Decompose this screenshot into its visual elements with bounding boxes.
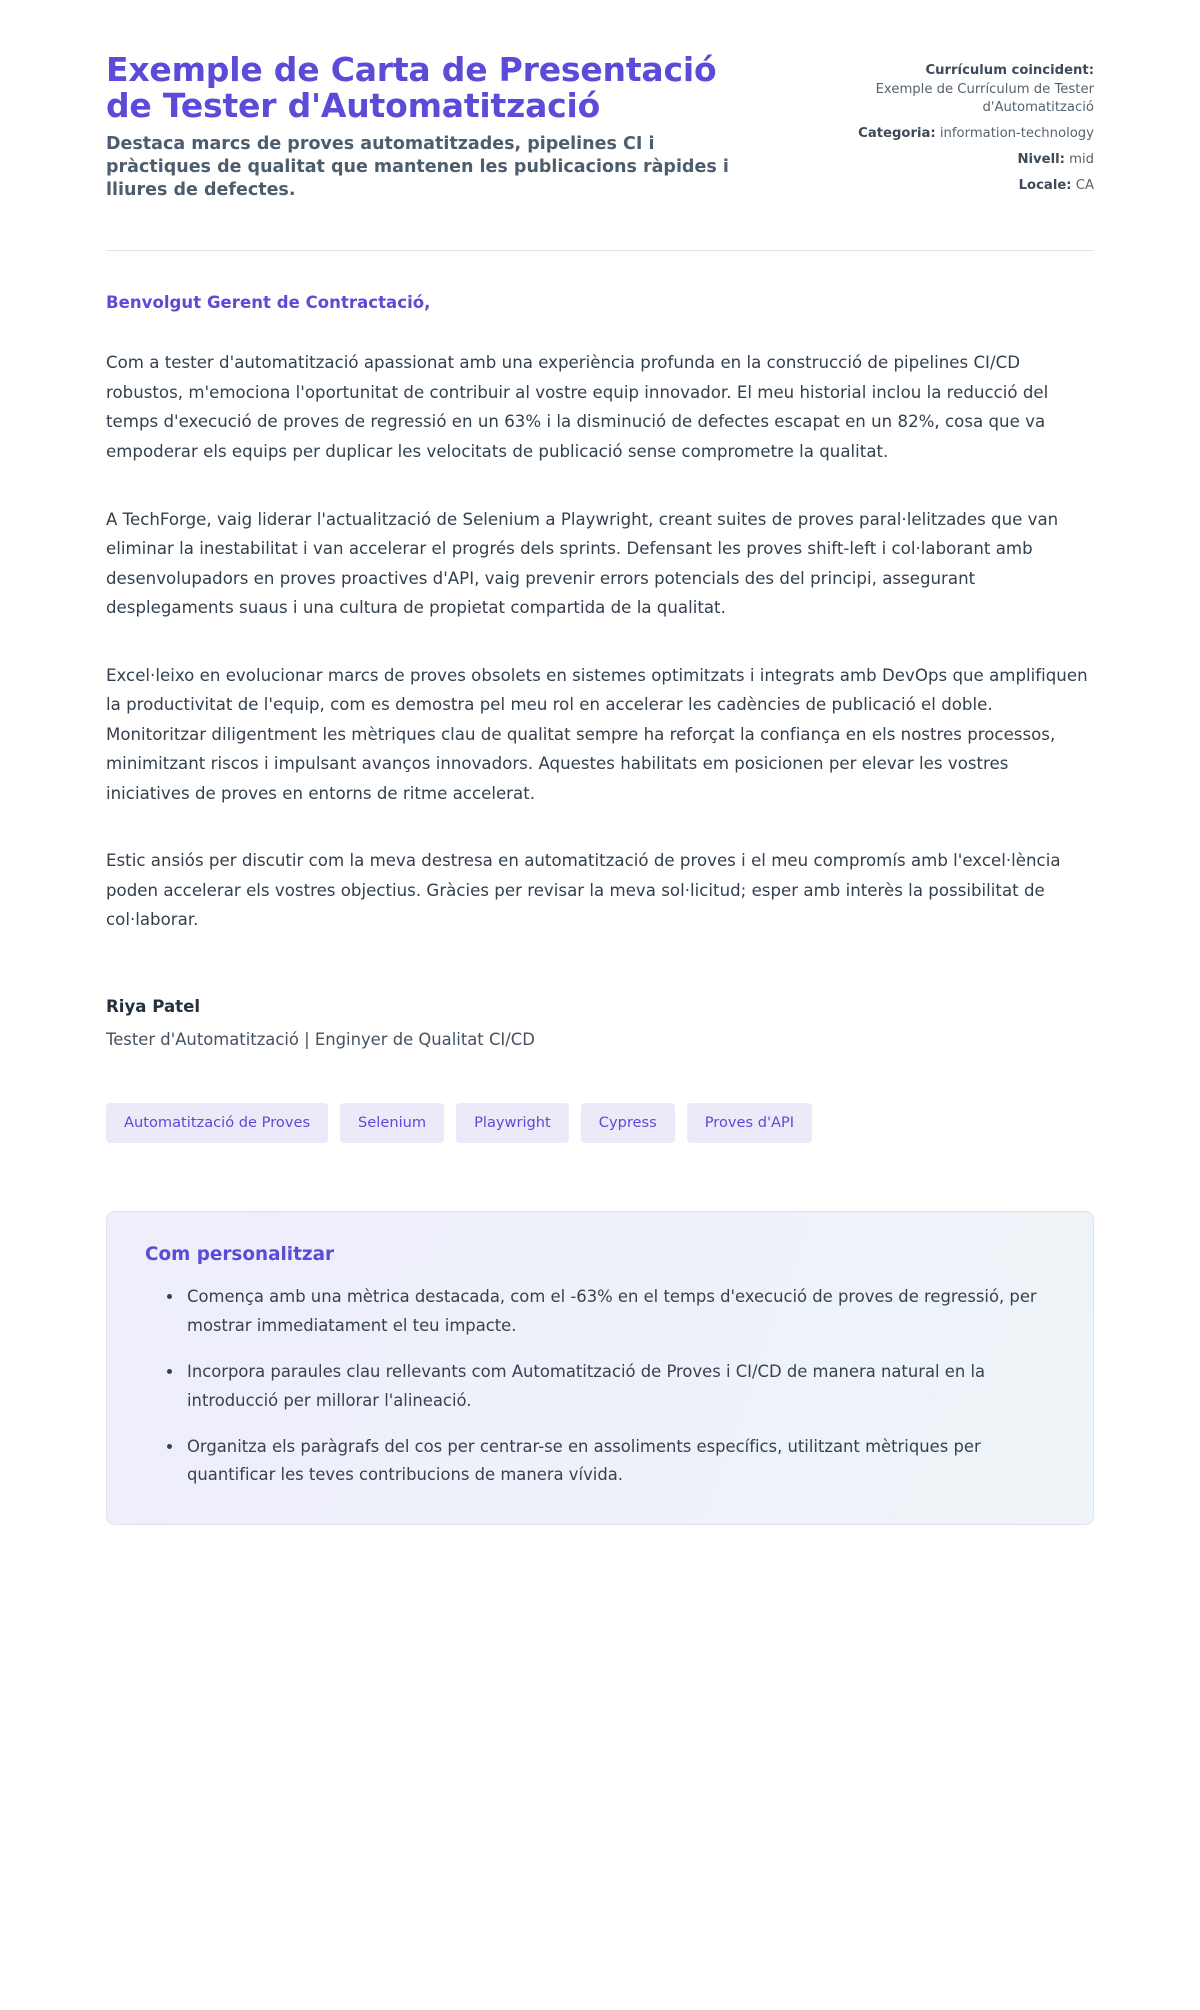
callout-tip-item: Incorpora paraules clau rellevants com Automatització de Proves i CI/CD de manera natural en la introducció per millorar l'alineació. [167, 1358, 1055, 1415]
meta-matching-resume-value: Exemple de Currículum de Tester d'Automatització [875, 81, 1094, 116]
skill-tag[interactable]: Playwright [456, 1103, 569, 1144]
skill-tag[interactable]: Selenium [340, 1103, 444, 1144]
meta-category [854, 125, 1094, 144]
meta-category-label: Categoria: [858, 126, 936, 142]
meta-locale-value: CA [1075, 177, 1094, 193]
letter-paragraph: Excel·leixo en evolucionar marcs de proves obsolets en sistemes optimitzats i integrats amb DevOps que amplifiquen la productivitat de l'equip, com es demostra pel meu rol en accelerar les cadències de publicació el doble. Monitoritzar diligentment les mètriques clau de qualitat sempre ha reforçat la confiança en els nostres processos, minimitzant riscos i impulsant avanços innovadors. Aquestes habilitats em posicionen per elevar les vostres iniciatives de proves en entorns de ritme accelerat. [106, 665, 1088, 803]
callout-tip-list [145, 1283, 1055, 1489]
skill-tag[interactable]: Automatització de Proves [106, 1103, 328, 1144]
skill-tag-list [106, 1103, 1094, 1144]
callout-tip-item: Organitza els paràgrafs del cos per centrar-se en assoliments específics, utilitzant mètriques per quantificar les teves contribucions de manera vívida. [167, 1433, 1055, 1490]
signature-block [106, 997, 1094, 1049]
page-title: Exemple de Carta de Presentació de Tester d'Automatització [106, 50, 717, 126]
signature-name: Riya Patel [106, 996, 201, 1016]
callout-title: Com personalitzar [145, 1244, 335, 1266]
meta-matching-resume-label: Currículum coincident: [925, 63, 1094, 78]
meta-category-value: information-technology [939, 126, 1094, 142]
header-text-group [106, 52, 761, 202]
letter-salutation: Benvolgut Gerent de Contractació, [106, 293, 431, 313]
letter-paragraph: Com a tester d'automatització apassionat amb una experiència profunda en la construcció de pipelines CI/CD robustos, m'emociona l'oportunitat de contribuir al vostre equip innovador. El meu historial inclou la reducció del temps d'execució de proves de regressió en un 63% i la disminució de defectes escapat en un 82%, cosa que va empoderar els equips per duplicar les velocitats de publicació sense comprometre la qualitat. [106, 353, 1049, 461]
meta-level-value: mid [1069, 151, 1094, 167]
meta-locale-label: Locale: [1018, 177, 1072, 193]
meta-locale [854, 177, 1094, 196]
letter-body [106, 251, 1094, 1049]
page-header [106, 52, 1094, 202]
letter-paragraph: A TechForge, vaig liderar l'actualització de Selenium a Playwright, creant suites de proves paral·lelitzades que van eliminar la inestabilitat i van accelerar el progrés dels sprints. Defensant les proves shift-left i col·laborant amb desenvolupadors en proves proactives d'API, vaig prevenir errors potencials des del principi, assegurant desplegaments suaus i una cultura de propietat compartida de la qualitat. [106, 509, 1059, 618]
skill-tag[interactable]: Proves d'API [687, 1103, 812, 1144]
skill-tag[interactable]: Cypress [581, 1103, 675, 1144]
how-to-customize-callout [106, 1211, 1094, 1524]
signature-role: Tester d'Automatització | Enginyer de Qualitat CI/CD [106, 1029, 535, 1049]
meta-level-label: Nivell: [1017, 151, 1065, 167]
meta-matching-resume [854, 62, 1094, 118]
meta-level [854, 151, 1094, 170]
document-metadata [854, 52, 1094, 197]
letter-paragraph: Estic ansiós per discutir com la meva destresa en automatització de proves i el meu compromís amb l'excel·lència poden accelerar els vostres objectius. Gràcies per revisar la meva sol·licitud; esper amb interès la possibilitat de col·laborar. [106, 851, 1061, 930]
callout-tip-item: Comença amb una mètrica destacada, com el -63% en el temps d'execució de proves de regressió, per mostrar immediatament el teu impacte. [167, 1283, 1055, 1340]
page-subtitle: Destaca marcs de proves automatitzades, pipelines CI i pràctiques de qualitat que mantenen les publicacions ràpides i lliures de defectes. [106, 133, 729, 201]
